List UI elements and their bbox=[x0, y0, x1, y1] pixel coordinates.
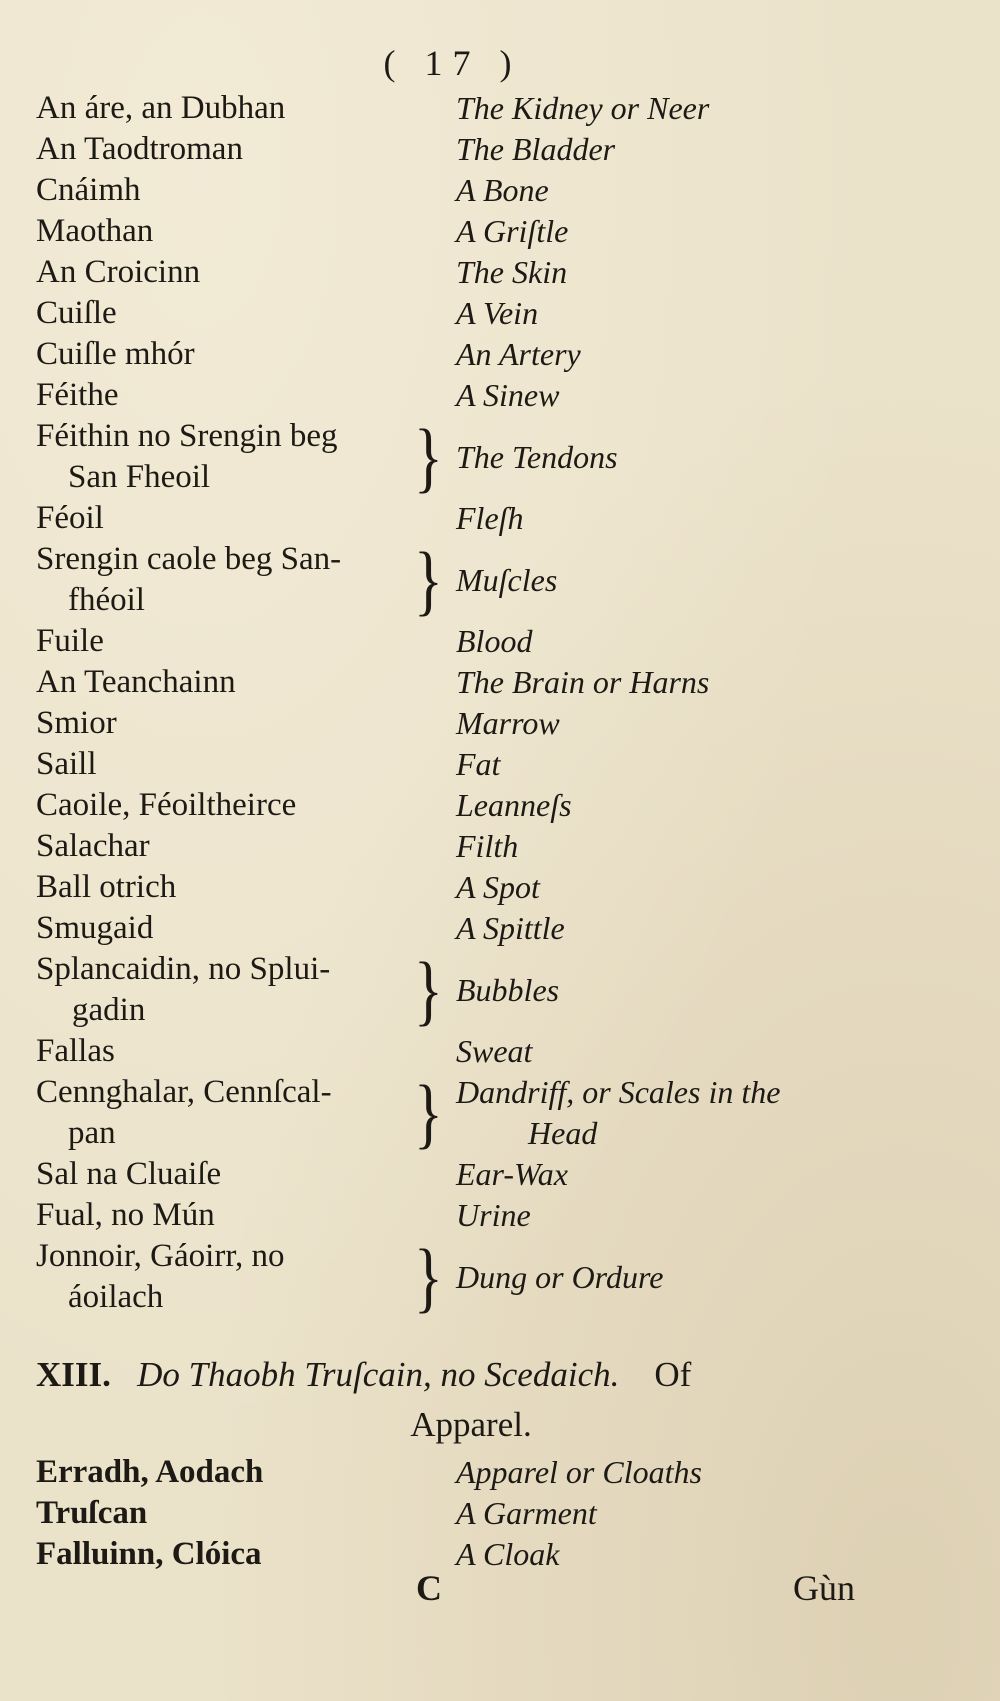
irish-term: An Croicinn bbox=[36, 254, 201, 290]
section-heading bbox=[36, 1350, 906, 1450]
entry-row bbox=[36, 1031, 956, 1072]
entry-row bbox=[36, 1195, 956, 1236]
entry-row bbox=[36, 621, 956, 662]
irish-term: Ball otrich bbox=[36, 869, 177, 905]
entry-row bbox=[36, 1154, 956, 1195]
english-term-line-2: Head bbox=[528, 1115, 598, 1151]
apparel-vocabulary-list bbox=[36, 1452, 956, 1575]
english-term: A Spot bbox=[456, 869, 540, 905]
irish-term bbox=[36, 416, 416, 498]
irish-term bbox=[36, 1072, 416, 1154]
english-term-line-1: Dandriff, or Scales in the bbox=[456, 1074, 781, 1110]
brace-icon: } bbox=[414, 947, 443, 1033]
irish-term-line-2: gadin bbox=[72, 992, 146, 1028]
english-term: Fat bbox=[456, 746, 501, 782]
english-term: Leanneſs bbox=[456, 787, 572, 823]
entry-row bbox=[36, 1072, 956, 1154]
irish-term: Falluinn, Clóica bbox=[36, 1536, 262, 1572]
irish-term: Sal na Cluaiſe bbox=[36, 1156, 222, 1192]
irish-term: Salachar bbox=[36, 828, 150, 864]
irish-term: Fallas bbox=[36, 1033, 115, 1069]
english-term: Blood bbox=[456, 623, 533, 659]
entry-row bbox=[36, 908, 956, 949]
entry-row bbox=[36, 539, 956, 621]
entry-row bbox=[36, 785, 956, 826]
entry-row bbox=[36, 1452, 956, 1493]
english-term: A Griſtle bbox=[456, 213, 569, 249]
irish-term: Fual, no Mún bbox=[36, 1197, 215, 1233]
entry-row bbox=[36, 498, 956, 539]
english-term: The Bladder bbox=[456, 131, 616, 167]
irish-term: An áre, an Dubhan bbox=[36, 90, 286, 126]
section-title-english: Of bbox=[654, 1355, 692, 1394]
english-term: Filth bbox=[456, 828, 519, 864]
irish-term bbox=[36, 1236, 416, 1318]
irish-term: Erradh, Aodach bbox=[36, 1454, 264, 1490]
irish-term bbox=[36, 539, 416, 621]
irish-term-line-1: Jonnoir, Gáoirr, no bbox=[36, 1238, 285, 1274]
irish-term: Cuiſle mhór bbox=[36, 336, 195, 372]
english-term: A Vein bbox=[456, 295, 539, 331]
english-term: Dung or Ordure bbox=[456, 1258, 664, 1295]
entry-row bbox=[36, 129, 956, 170]
brace-icon: } bbox=[414, 537, 443, 623]
irish-term-line-1: Féithin no Srengin beg bbox=[36, 418, 338, 454]
irish-term-line-1: Cennghalar, Cennſcal- bbox=[36, 1074, 332, 1110]
brace-icon: } bbox=[414, 414, 443, 500]
irish-term: Féithe bbox=[36, 377, 119, 413]
entry-row bbox=[36, 867, 956, 908]
irish-term-line-1: Srengin caole beg San- bbox=[36, 541, 342, 577]
english-term: The Brain or Harns bbox=[456, 664, 710, 700]
english-term: Apparel or Cloaths bbox=[456, 1454, 702, 1490]
signature-mark: C bbox=[416, 1568, 442, 1608]
english-term: A Cloak bbox=[456, 1536, 560, 1572]
english-term: Fleſh bbox=[456, 500, 524, 536]
irish-term: An Teanchainn bbox=[36, 664, 236, 700]
entry-row bbox=[36, 252, 956, 293]
irish-term-line-1: Splancaidin, no Splui- bbox=[36, 951, 331, 987]
irish-term-line-2: fhéoil bbox=[68, 582, 145, 618]
page-number: ( 17 ) bbox=[383, 43, 522, 83]
english-term: A Spittle bbox=[456, 910, 565, 946]
entry-row bbox=[36, 703, 956, 744]
english-term: Sweat bbox=[456, 1033, 533, 1069]
irish-term: Saill bbox=[36, 746, 97, 782]
irish-term: Maothan bbox=[36, 213, 154, 249]
irish-term: An Taodtroman bbox=[36, 131, 243, 167]
entry-row bbox=[36, 88, 956, 129]
irish-term-line-2: San Fheoil bbox=[68, 459, 211, 495]
irish-term: Smugaid bbox=[36, 910, 154, 946]
irish-term: Caoile, Féoiltheirce bbox=[36, 787, 297, 823]
catchword: Gùn bbox=[793, 1568, 855, 1608]
entry-row bbox=[36, 170, 956, 211]
entry-row bbox=[36, 662, 956, 703]
irish-term-line-2: áoilach bbox=[68, 1279, 164, 1315]
english-term: The Kidney or Neer bbox=[456, 90, 710, 126]
english-term: A Sinew bbox=[456, 377, 560, 413]
entry-row bbox=[36, 1236, 956, 1318]
english-term: Marrow bbox=[456, 705, 560, 741]
entry-row bbox=[36, 334, 956, 375]
entry-row bbox=[36, 1493, 956, 1534]
section-title-irish: Do Thaobh Truſcain, no Scedaich. bbox=[137, 1355, 620, 1394]
entry-row bbox=[36, 293, 956, 334]
brace-icon: } bbox=[414, 1070, 443, 1156]
irish-term: Cnáimh bbox=[36, 172, 141, 208]
english-term: Bubbles bbox=[456, 971, 560, 1008]
section-title-english-continued: Apparel. bbox=[410, 1405, 532, 1444]
irish-term-line-2: pan bbox=[68, 1115, 116, 1151]
english-term: The Tendons bbox=[456, 438, 618, 475]
english-term: Muſcles bbox=[456, 561, 558, 598]
irish-term bbox=[36, 949, 416, 1031]
entry-row bbox=[36, 211, 956, 252]
english-term: Ear-Wax bbox=[456, 1156, 568, 1192]
irish-term: Fuile bbox=[36, 623, 104, 659]
irish-term: Smior bbox=[36, 705, 117, 741]
english-term: A Bone bbox=[456, 172, 549, 208]
english-term: The Skin bbox=[456, 254, 568, 290]
irish-term: Cuiſle bbox=[36, 295, 117, 331]
english-term: A Garment bbox=[456, 1495, 597, 1531]
section-number: XIII. bbox=[36, 1355, 111, 1394]
english-term: An Artery bbox=[456, 336, 581, 372]
english-term bbox=[454, 1072, 780, 1154]
brace-icon: } bbox=[414, 1234, 443, 1320]
english-term: Urine bbox=[456, 1197, 531, 1233]
vocabulary-list bbox=[36, 88, 956, 1318]
irish-term: Truſcan bbox=[36, 1495, 148, 1531]
entry-row bbox=[36, 744, 956, 785]
irish-term: Féoil bbox=[36, 500, 104, 536]
entry-row bbox=[36, 949, 956, 1031]
entry-row bbox=[36, 375, 956, 416]
entry-row bbox=[36, 826, 956, 867]
entry-row bbox=[36, 416, 956, 498]
